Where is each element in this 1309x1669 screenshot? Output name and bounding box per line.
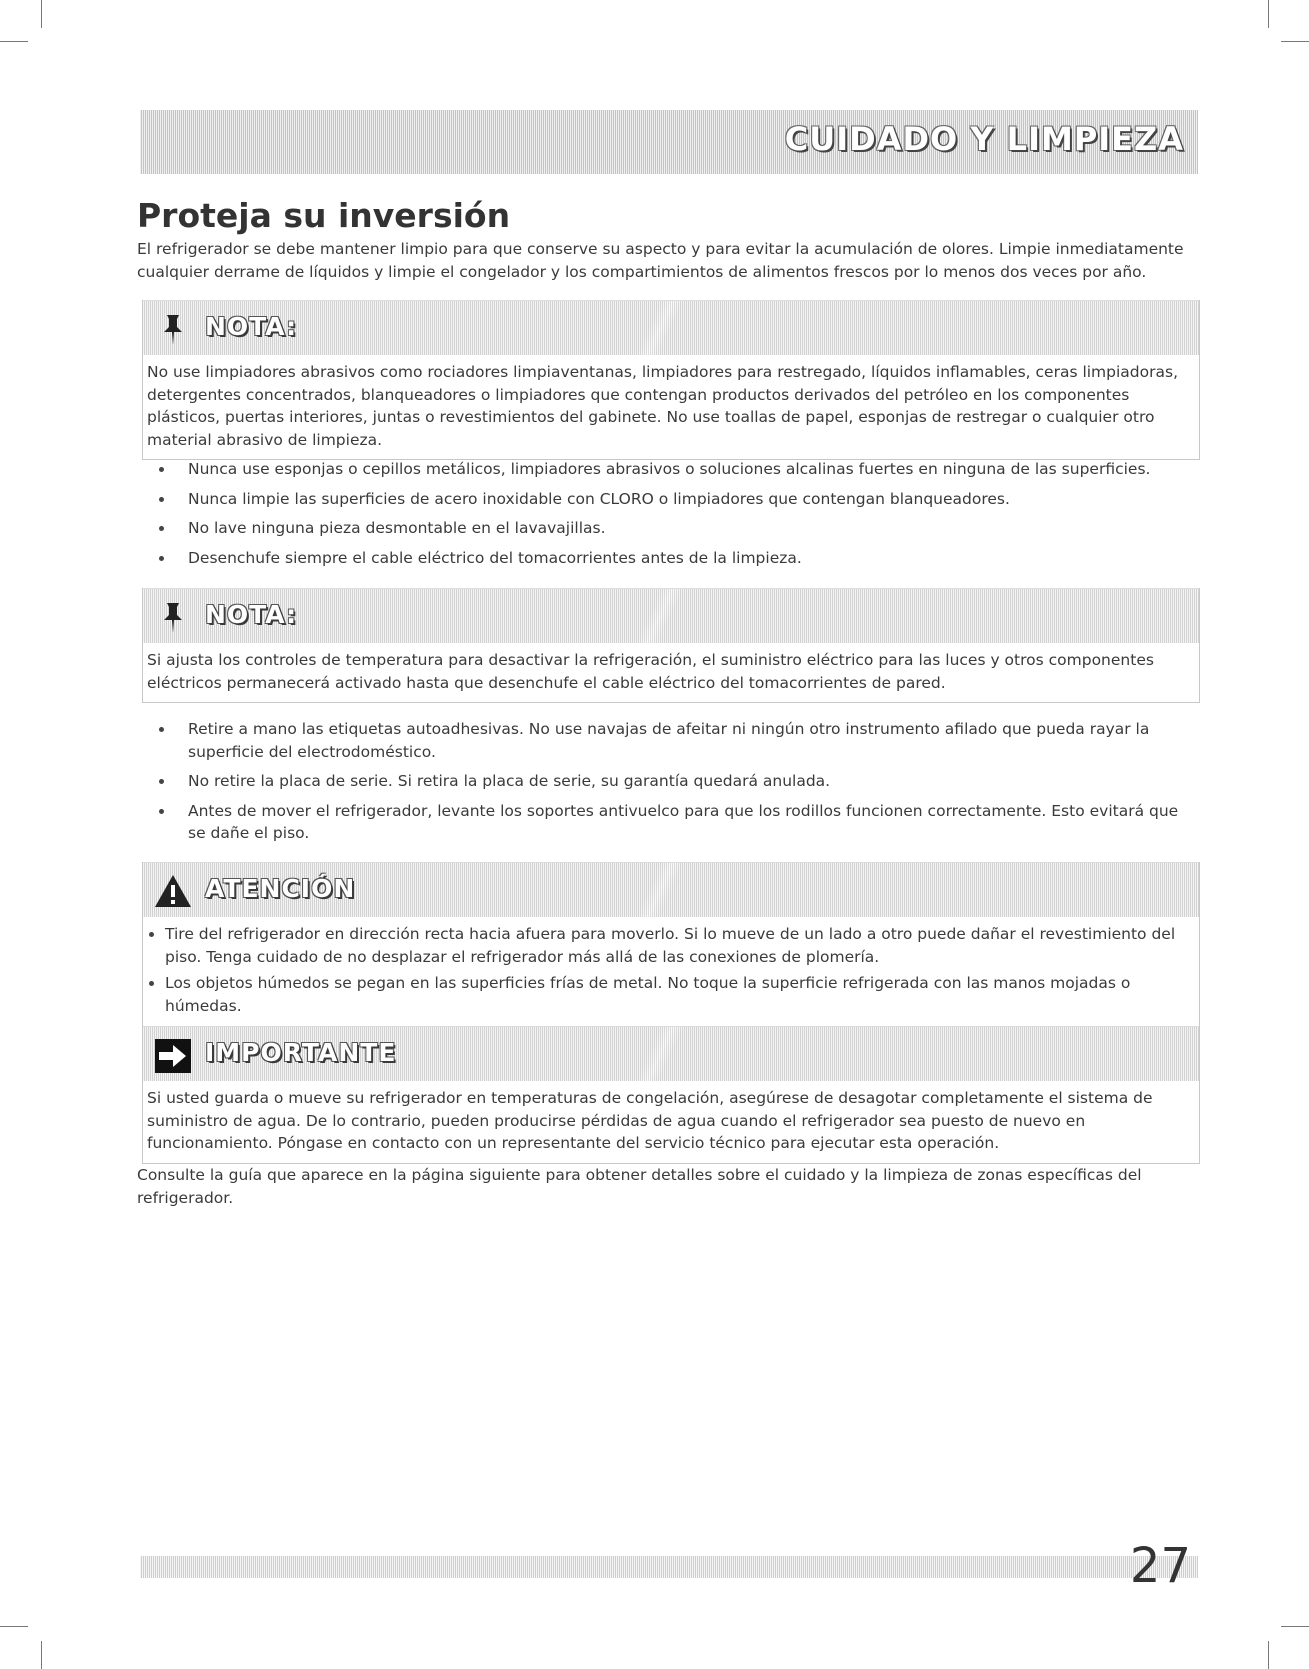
crop-mark [1281,41,1309,42]
warning-box [142,862,1200,1030]
pushpin-icon [153,309,193,349]
note-box [142,300,1200,460]
crop-mark [1281,1626,1309,1627]
important-title: IMPORTANTE [205,1038,397,1067]
note-box [142,588,1200,703]
note-title: NOTA: [205,600,298,629]
warning-box-header [143,862,1199,917]
warning-body [143,917,1199,1029]
warning-title: ATENCIÓN [205,874,356,903]
crop-mark [0,41,28,42]
intro-paragraph: El refrigerador se debe mantener limpio para que conserve su aspecto y para evitar la acumulación de olores. Limpie inmediatamente cualquier derrame de líquidos y limpie el congelador y los compartimientos de alimentos frescos por lo menos dos veces por año. [137,240,1184,281]
warning-icon [153,871,193,911]
list-item: Retire a mano las etiquetas autoadhesivas. No use navajas de afeitar ni ningún otro instrumento afilado que pueda rayar la superficie del electrodoméstico. [150,718,1200,763]
note-box-header [143,588,1199,643]
bullet-list [150,458,1200,576]
crop-mark [1268,0,1269,28]
list-item: Desenchufe siempre el cable eléctrico del tomacorrientes antes de la limpieza. [150,547,1200,570]
note-text: No use limpiadores abrasivos como rociadores limpiaventanas, limpiadores para restregado, líquidos inflamables, ceras limpiadoras, detergentes concentrados, blanqueadores o limpiadores que contengan productos derivados del petróleo en los componentes plásticos, puertas interiores, juntas o revestimientos del gabinete. No use toallas de papel, esponjas de restregar o cualquier otro material abrasivo de limpieza. [147,363,1178,449]
crop-mark [0,1626,28,1627]
crop-mark [41,1641,42,1669]
list-item: Antes de mover el refrigerador, levante los soportes antivuelco para que los rodillos funcionen correctamente. Esto evitará que se dañe el piso. [150,800,1200,845]
footer-bar [140,1556,1198,1578]
important-text: Si usted guarda o mueve su refrigerador en temperaturas de congelación, asegúrese de desagotar completamente el sistema de suministro de agua. De lo contrario, pueden producirse pérdidas de agua cuando el refrigerador sea puesto de nuevo en funcionamiento. Póngase en contacto con un representante del servicio técnico para ejecutar esta operación. [147,1089,1153,1152]
arrow-right-icon [153,1035,193,1075]
important-box-header [143,1026,1199,1081]
note-title: NOTA: [205,312,298,341]
list-item: Los objetos húmedos se pegan en las superficies frías de metal. No toque la superficie refrigerada con las manos mojadas o húmedas. [143,972,1189,1017]
header-title: CUIDADO Y LIMPIEZA [784,120,1184,158]
list-item: No retire la placa de serie. Si retira la placa de serie, su garantía quedará anulada. [150,770,1200,793]
list-item: Nunca use esponjas o cepillos metálicos, limpiadores abrasivos o soluciones alcalinas fuertes en ninguna de las superficies. [150,458,1200,481]
section-title: Proteja su inversión [137,196,511,235]
note-text: Si ajusta los controles de temperatura para desactivar la refrigeración, el suministro eléctrico para las luces y otros componentes eléctricos permanecerá activado hasta que desenchufe el cable eléctrico del tomacorrientes de pared. [147,651,1154,692]
page-number: 27 [1129,1538,1191,1594]
list-item: No lave ninguna pieza desmontable en el lavavajillas. [150,517,1200,540]
note-box-header [143,300,1199,355]
pushpin-icon [153,597,193,637]
bullet-list [150,718,1200,852]
list-item: Nunca limpie las superficies de acero inoxidable con CLORO o limpiadores que contengan blanqueadores. [150,488,1200,511]
header-banner [140,110,1198,174]
crop-mark [1268,1641,1269,1669]
list-item: Tire del refrigerador en dirección recta hacia afuera para moverlo. Si lo mueve de un lado a otro puede dañar el revestimiento del piso. Tenga cuidado de no desplazar el refrigerador más allá de las conexiones de plomería. [143,923,1189,968]
crop-mark [41,0,42,28]
closing-paragraph: Consulte la guía que aparece en la página siguiente para obtener detalles sobre el cuidado y la limpieza de zonas específicas del refrigerador. [137,1166,1142,1207]
important-box [142,1026,1200,1164]
